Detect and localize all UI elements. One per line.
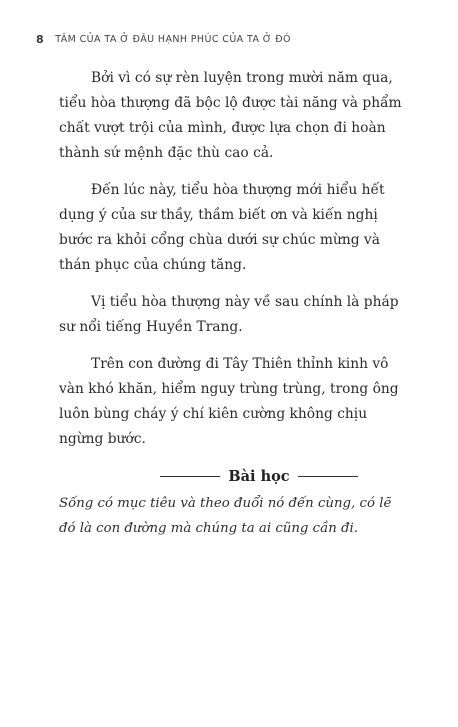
- body-paragraph-2: Đến lúc này, tiểu hòa thượng mới hiểu hết dụng ý của sư thầy, thầm biết ơn và kiến nghị bước ra khỏi cổng chùa dưới sự chúc mừng và thán phục của chúng tăng.: [59, 182, 385, 273]
- lesson-rule-left: [160, 476, 220, 477]
- lesson-title: Bài học: [228, 468, 290, 485]
- lesson-heading: [109, 468, 409, 485]
- body-paragraph-3: Vị tiểu hòa thượng này về sau chính là pháp sư nổi tiếng Huyền Trang.: [59, 294, 399, 335]
- page-number: 8: [36, 32, 45, 46]
- lesson-text: Sống có mục tiêu và theo đuổi nó đến cùng, có lẽ đó là con đường mà chúng ta ai cũng cần đi.: [59, 496, 392, 536]
- lesson-rule-right: [298, 476, 358, 477]
- page-header: [36, 31, 291, 47]
- running-title: TÂM CỦA TA Ở ĐÂU HẠNH PHÚC CỦA TA Ở ĐÓ: [55, 33, 291, 45]
- page-body: [59, 66, 409, 541]
- body-paragraph-4: Trên con đường đi Tây Thiên thỉnh kinh vô vàn khó khăn, hiểm nguy trùng trùng, trong ông luôn bùng cháy ý chí kiên cường không chịu ngừng bước.: [59, 356, 399, 447]
- body-paragraph-1: Bởi vì có sự rèn luyện trong mười năm qua, tiểu hòa thượng đã bộc lộ được tài năng và phẩm chất vượt trội của mình, được lựa chọn đi hoàn thành sứ mệnh đặc thù cao cả.: [59, 70, 402, 161]
